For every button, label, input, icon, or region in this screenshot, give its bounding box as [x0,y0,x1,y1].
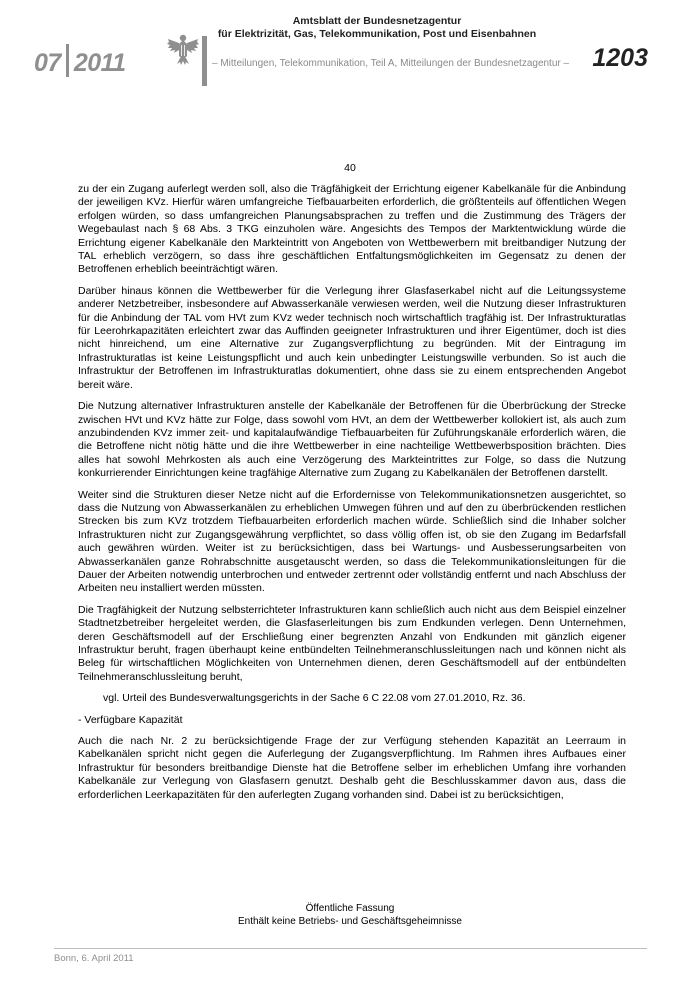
footer-date: Bonn, 6. April 2011 [54,953,134,964]
federal-eagle-icon [166,32,200,66]
issue-separator [66,44,69,77]
paragraph: zu der ein Zugang auferlegt werden soll, also die Trägfähigkeit der Errichtung eigener Kabelkanäle für die Anbindung der jeweiligen KVz. Hierfür wären umfangreiche Tiefbauarbeiten erforderlich, die größtenteils auf öffentlichen Wegen erfolgen würden, so dass umfangreichen Planungsabsprachen zu treffen und die Zustimmung des Trägers der Wegebaulast nach § 68 Abs. 3 TKG einzuholen wäre. Angesichts des Tempos der Marktentwicklung würde die Errichtung eigener Kabelkanäle den Markteintritt von Angeboten von Wettbewerbern mit breitbandiger Nutzung der TAL erheblich verzögern, so dass ihre geschäftlichen Entfaltungsmöglichkeiten im Gegensatz zu denen der Betroffenen erheblich beeinträchtigt wären. [78,183,626,276]
issue-label [34,44,126,78]
header-divider-bar [202,36,207,86]
gazette-subtitle: – Mitteilungen, Telekommunikation, Teil A, Mitteilungen der Bundesnetzagentur – [212,58,570,69]
gazette-title-line1: Amtsblatt der Bundesnetzagentur [292,15,462,27]
inner-page-number: 40 [344,162,356,174]
footer-divider [54,948,647,949]
gazette-title [212,15,542,41]
issue-number: 07 [34,49,61,77]
paragraph: Weiter sind die Strukturen dieser Netze nicht auf die Erfordernisse von Telekommunikationsnetzen ausgerichtet, so dass die Nutzung von Abwasserkanälen zu erheblichen Umwegen führen und auf den zu überbrückenden restlichen Strecken bis zum KVz trotzdem Tiefbauarbeiten erforderlich machen würde. Schließlich sind die Inhaber solcher Infrastrukturen nicht zur Zugangsgewährung verpflichtet, so dass völlig offen ist, ob sie den Zugang im Bedarfsfall auch gewähren würden. Weiter ist zu berücksichtigen, dass bei Wartungs- und Ausbesserungsarbeiten von Abwasserkanälen ganze Rohrabschnitte ausgetauscht werden, so dass die Telekommunikationsleitungen für die Dauer der Arbeiten notwendig unterbrochen und entweder zertrennt oder vollständig entfernt und nach Abschluss der Arbeiten neu installiert werden müssten. [78,488,626,595]
gazette-title-line2: für Elektrizität, Gas, Telekommunikation, Post und Eisenbahnen [217,28,537,40]
paragraph: Die Tragfähigkeit der Nutzung selbsterrichteter Infrastrukturen kann schließlich auch nicht aus dem Beispiel einzelner Stadtnetzbetreiber hergeleitet werden, die Glasfaserleitungen bis zum Endkunden verlegen. Denn Unternehmen, deren Geschäftsmodell auf der Erschließung einer begrenzten Anzahl von Endkunden mit gänzlich eigener Infrastruktur beruht, fragen überhaupt keine entbündelten Teilnehmeranschlussleitungen nach und können nicht als Beleg für wirtschaftlichen Möglichkeiten von Unternehmen dienen, deren Geschäftsmodell auf der entbündelten Teilnehmeranschlussleitung beruht, [78,603,626,683]
public-version-line2: Enthält keine Betriebs- und Geschäftsgeheimnisse [237,915,462,927]
section-heading: - Verfügbare Kapazität [78,713,183,726]
page-number: 1203 [592,44,648,72]
issue-year: 2011 [73,49,126,77]
court-citation: vgl. Urteil des Bundesverwaltungsgerichts in der Sache 6 C 22.08 vom 27.01.2010, Rz. 36. [103,692,526,705]
paragraph: Darüber hinaus können die Wettbewerber für die Verlegung ihrer Glasfaserkabel nicht auf die Leitungssysteme anderer Netzbetreiber, insbesondere auf Abwasserkanäle verwiesen werden, weil die Nutzung dieser Infrastrukturen für die Anbindung der TAL vom HVt zum KVz weder technisch noch wirtschaftlich tragfähig ist. Der Infrastrukturatlas für Leerohrkapazitäten erleichtert zwar das Auffinden geeigneter Infrastrukturen und ihrer Eigentümer, doch ist dies nicht hinreichend, um eine Alternative zur Zugangsverpflichtung zu begründen. Mit der Eintragung im Infrastrukturatlas ist keine Leistungspflicht und auch kein unbedingter Leistungswille verbunden. So ist auch die Infrastruktur der Betroffenen im Infrastrukturatlas dokumentiert, ohne dass sie zu einem entsprechenden Angebot bereit wäre. [78,284,626,391]
paragraph: Auch die nach Nr. 2 zu berücksichtigende Frage der zur Verfügung stehenden Kapazität an Leerraum in Kabelkanälen spricht nicht gegen die Auferlegung der Zugangsverpflichtung. Im Rahmen ihres Aufbaues einer Infrastruktur für besonders breitbandige Dienste hat die Betroffene selber im erheblichen Umfang ihre vorhanden Kabelkanäle zur Verlegung von Glasfasern genutzt. Deshalb geht die Beschlusskammer davon aus, dass die erforderlichen Leerkapazitäten für den auferlegten Zugang vorhanden sind. Dabei ist zu berücksichtigen, [78,735,626,801]
paragraph: Die Nutzung alternativer Infrastrukturen anstelle der Kabelkanäle der Betroffenen für die Überbrückung der Strecke zwischen HVt und KVz hätte zur Folge, dass sowohl vom HVt, an dem der Wettbewerber kollokiert ist, als auch zum anzubindenden KVz immer zeit- und kapitalaufwändige Tiefbauarbeiten für Zuführungskanäle erforderlich wären, die die Betroffene nicht nötig hätte und die ihre Wettbewerber in eine nachteilige Wettbewerbsposition brächten. Dies alles hat sowohl Mehrkosten als auch eine Verzögerung des Markteintrittes zur Folge, so dass die Nutzung konkurrierender Einrichtungen keine tragfähige Alternative zum Zugang zu Kabelkanälen der Betroffenen darstellt. [78,400,626,480]
public-version-note [0,903,700,928]
public-version-line1: Öffentliche Fassung [305,903,395,914]
document-body [78,183,626,810]
